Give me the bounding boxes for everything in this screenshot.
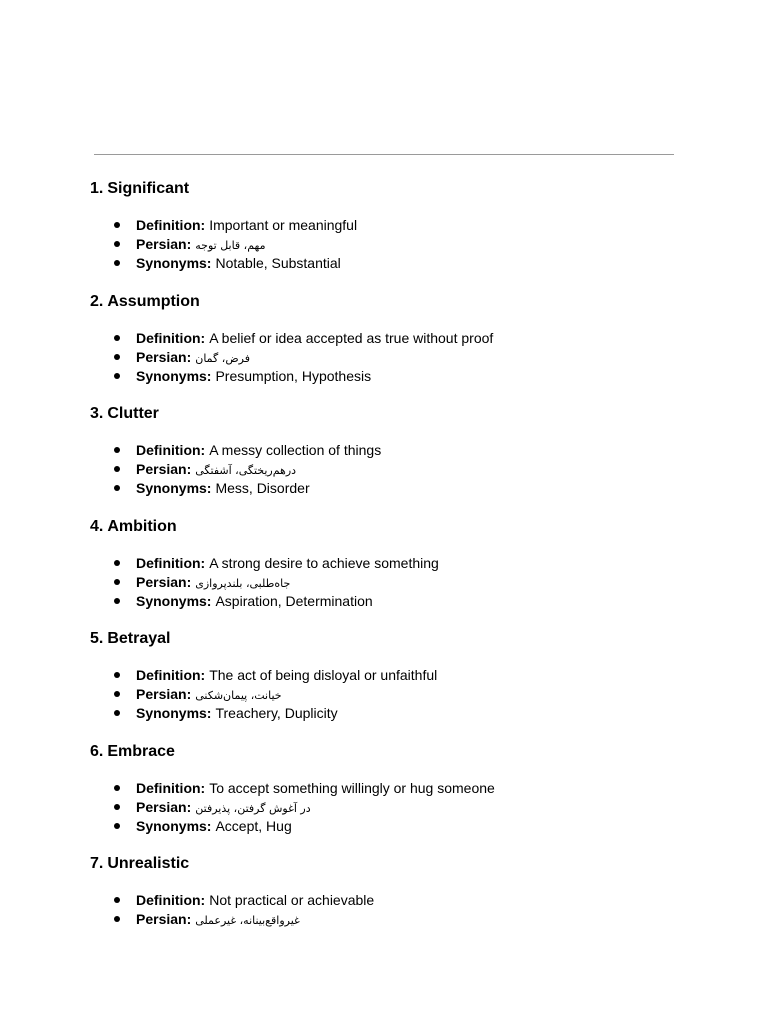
vocab-entry: [90, 404, 690, 517]
synonyms-label: Synonyms:: [136, 817, 212, 834]
synonyms-label: Synonyms:: [136, 367, 212, 384]
bullet: [114, 447, 120, 453]
entry-word: Unrealistic: [107, 855, 190, 872]
persian-label: Persian:: [136, 798, 192, 815]
persian-item: [90, 235, 357, 254]
bullet: [114, 897, 120, 903]
synonyms-text: Mess, Disorder: [215, 480, 310, 496]
entry-word: Clutter: [107, 405, 159, 422]
definition-text: To accept something willingly or hug someone: [209, 779, 495, 796]
persian-item: [90, 798, 495, 817]
entry-word: Ambition: [107, 517, 177, 535]
persian-text: درهم‌ریختگی، آشفتگی: [195, 464, 297, 477]
vocab-entry: [90, 854, 690, 967]
definition-label: Definition:: [136, 217, 206, 233]
entry-details: [90, 779, 495, 836]
definition-label: Definition:: [136, 442, 206, 458]
entry-heading: [90, 179, 690, 199]
entry-number: 2.: [90, 292, 104, 310]
persian-text: در آغوش گرفتن، پذیرفتن: [195, 801, 311, 815]
synonyms-text: Presumption, Hypothesis: [215, 367, 372, 384]
persian-item: [90, 348, 493, 367]
entry-word: Assumption: [107, 292, 200, 310]
definition-text: Important or meaningful: [209, 217, 358, 233]
bullet: [114, 916, 120, 922]
synonyms-text: Notable, Substantial: [215, 255, 341, 271]
entry-details: [90, 441, 381, 498]
bullet: [114, 241, 120, 247]
entry-details: [90, 216, 357, 273]
entry-word: Embrace: [107, 742, 175, 760]
bullet: [114, 466, 120, 472]
definition-label: Definition:: [136, 667, 206, 683]
definition-item: [90, 329, 493, 348]
persian-label: Persian:: [136, 236, 192, 252]
definition-item: [90, 441, 381, 460]
entry-number: 7.: [90, 855, 104, 872]
entry-heading: [90, 404, 690, 424]
entry-heading: [90, 854, 690, 874]
entry-heading: [90, 292, 690, 312]
entry-heading: [90, 742, 690, 762]
definition-item: [90, 666, 437, 685]
vocab-entry: [90, 517, 690, 630]
entry-details: [90, 891, 374, 929]
persian-item: [90, 460, 381, 479]
entry-details: [90, 329, 493, 386]
vocab-entry: [90, 292, 690, 405]
horizontal-rule: [94, 154, 674, 155]
bullet: [114, 260, 120, 266]
bullet: [114, 485, 120, 491]
bullet: [114, 823, 120, 829]
synonyms-text: Accept, Hug: [215, 817, 292, 834]
synonyms-text: Aspiration, Determination: [215, 592, 373, 609]
bullet: [114, 691, 120, 697]
bullet: [114, 579, 120, 585]
bullet: [114, 560, 120, 566]
synonyms-item: [90, 479, 381, 498]
vocabulary-list: [90, 179, 690, 967]
bullet: [114, 598, 120, 604]
entry-number: 1.: [90, 180, 104, 197]
definition-item: [90, 554, 439, 573]
persian-text: فرض، گمان: [195, 351, 250, 365]
persian-label: Persian:: [136, 911, 192, 927]
entry-number: 5.: [90, 630, 104, 647]
bullet: [114, 335, 120, 341]
bullet: [114, 222, 120, 228]
entry-heading: [90, 629, 690, 649]
definition-label: Definition:: [136, 779, 206, 796]
entry-number: 6.: [90, 742, 104, 760]
persian-label: Persian:: [136, 686, 192, 702]
definition-text: The act of being disloyal or unfaithful: [209, 667, 438, 683]
entry-number: 4.: [90, 517, 104, 535]
persian-text: مهم، قابل توجه: [195, 239, 266, 252]
entry-word: Significant: [107, 180, 190, 197]
vocab-entry: [90, 179, 690, 292]
definition-label: Definition:: [136, 329, 206, 346]
definition-text: A belief or idea accepted as true without proof: [209, 329, 494, 346]
persian-text: غیرواقع‌بینانه، غیرعملی: [195, 914, 300, 927]
synonyms-item: [90, 254, 357, 273]
synonyms-item: [90, 817, 495, 836]
synonyms-label: Synonyms:: [136, 705, 212, 721]
bullet: [114, 672, 120, 678]
synonyms-item: [90, 704, 437, 723]
persian-label: Persian:: [136, 461, 192, 477]
definition-text: Not practical or achievable: [209, 892, 375, 908]
persian-text: جاه‌طلبی، بلندپروازی: [195, 576, 291, 590]
entry-details: [90, 554, 439, 611]
bullet: [114, 354, 120, 360]
synonyms-text: Treachery, Duplicity: [215, 705, 338, 721]
definition-label: Definition:: [136, 892, 206, 908]
vocab-entry: [90, 742, 690, 855]
definition-text: A strong desire to achieve something: [209, 554, 439, 571]
persian-label: Persian:: [136, 573, 192, 590]
synonyms-label: Synonyms:: [136, 592, 212, 609]
definition-text: A messy collection of things: [209, 442, 382, 458]
synonyms-label: Synonyms:: [136, 255, 212, 271]
definition-item: [90, 216, 357, 235]
persian-item: [90, 910, 374, 929]
definition-item: [90, 891, 374, 910]
bullet: [114, 785, 120, 791]
synonyms-item: [90, 592, 439, 611]
persian-text: خیانت، پیمان‌شکنی: [195, 689, 282, 702]
entry-word: Betrayal: [107, 630, 171, 647]
persian-label: Persian:: [136, 348, 192, 365]
bullet: [114, 804, 120, 810]
definition-item: [90, 779, 495, 798]
persian-item: [90, 573, 439, 592]
vocab-entry: [90, 629, 690, 742]
entry-details: [90, 666, 437, 723]
bullet: [114, 373, 120, 379]
synonyms-item: [90, 367, 493, 386]
definition-label: Definition:: [136, 554, 206, 571]
entry-number: 3.: [90, 405, 104, 422]
synonyms-label: Synonyms:: [136, 480, 212, 496]
entry-heading: [90, 517, 690, 537]
bullet: [114, 710, 120, 716]
persian-item: [90, 685, 437, 704]
